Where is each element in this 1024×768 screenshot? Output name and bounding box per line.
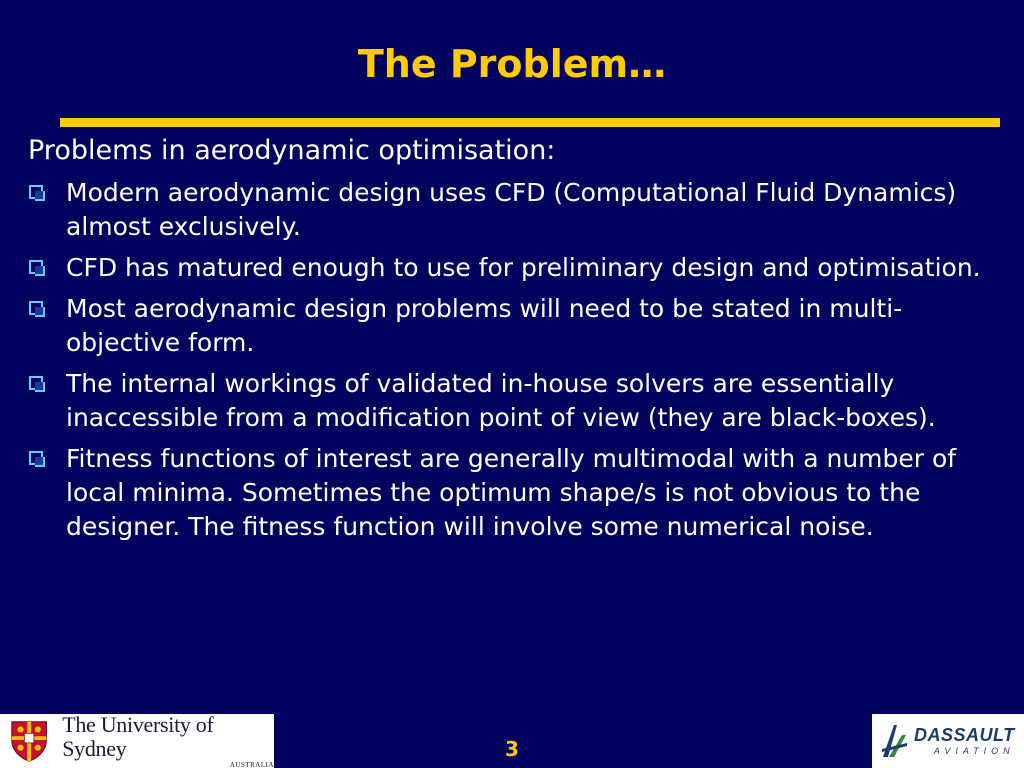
bullet-item xyxy=(28,251,993,285)
bullet-list xyxy=(28,176,993,551)
square-bullet-icon xyxy=(29,260,43,274)
university-name: The University of Sydney xyxy=(62,712,214,761)
bullet-text: CFD has matured enough to use for preliminary design and optimisation. xyxy=(66,253,981,282)
bullet-item xyxy=(28,292,993,360)
bullet-item xyxy=(28,367,993,435)
intro-text: Problems in aerodynamic optimisation: xyxy=(28,135,556,166)
square-bullet-icon xyxy=(29,376,43,390)
bullet-text: Modern aerodynamic design uses CFD (Computational Fluid Dynamics) almost exclusively. xyxy=(66,178,957,241)
dassault-subtitle: AVIATION xyxy=(933,746,1015,756)
bullet-item xyxy=(28,176,993,244)
bullet-item xyxy=(28,442,993,544)
square-bullet-icon xyxy=(29,451,43,465)
page-number: 3 xyxy=(505,737,519,761)
dassault-logo-icon xyxy=(880,721,910,761)
square-bullet-icon xyxy=(29,185,43,199)
university-crest-icon xyxy=(8,718,50,764)
title-underline xyxy=(60,118,1000,127)
dassault-logo xyxy=(872,714,1024,768)
university-logo xyxy=(0,714,274,768)
bullet-text: Most aerodynamic design problems will need to be stated in multi-objective form. xyxy=(66,294,903,357)
bullet-text: The internal workings of validated in-house solvers are essentially inaccessible from a modification point of view (they are black-boxes). xyxy=(66,369,936,432)
university-country: AUSTRALIA xyxy=(229,761,274,768)
bullet-text: Fitness functions of interest are generally multimodal with a number of local minima. Sometimes the optimum shape/s is not obvious to the designer. The fitness function will involve some numerical noise. xyxy=(66,444,957,541)
slide-title: The Problem… xyxy=(357,42,667,86)
square-bullet-icon xyxy=(29,301,43,315)
dassault-name: DASSAULT xyxy=(914,725,1015,745)
